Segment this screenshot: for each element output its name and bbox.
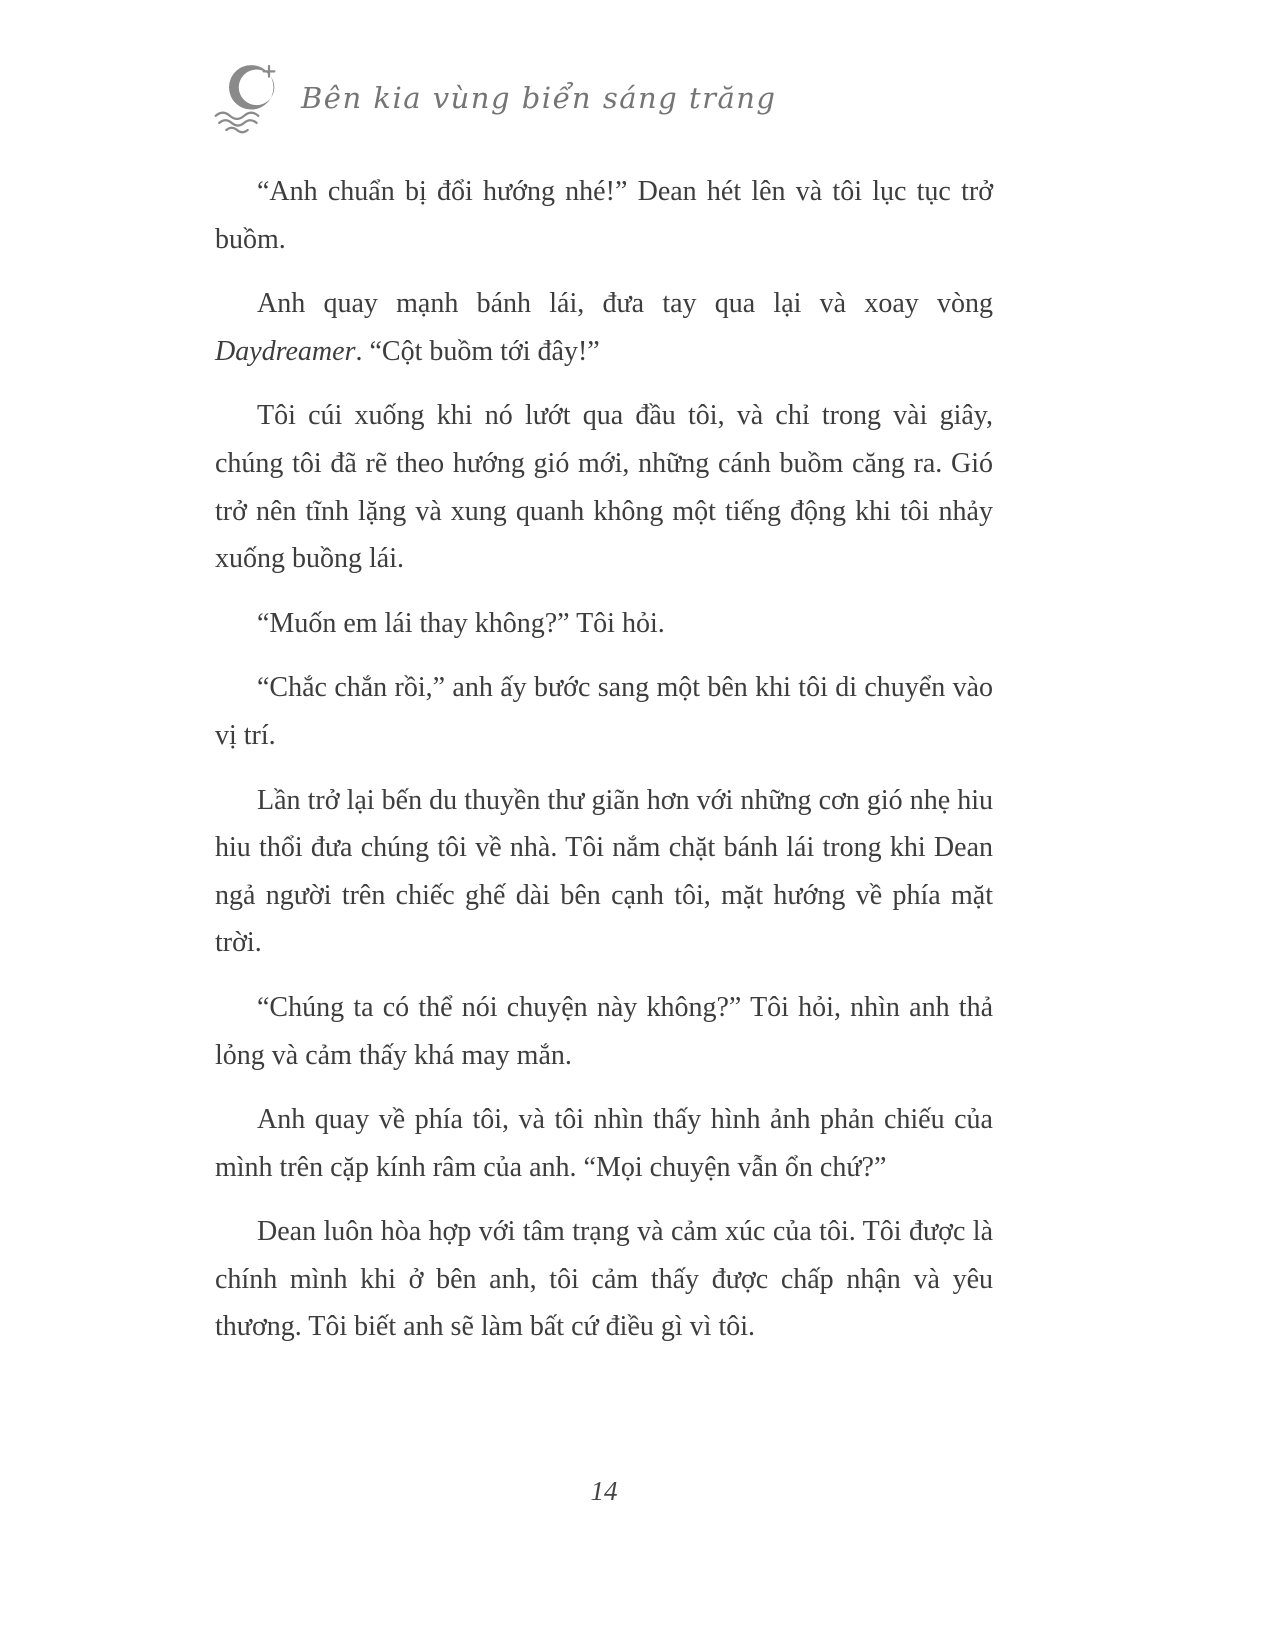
paragraph: “Chúng ta có thể nói chuyện này không?” Tôi hỏi, nhìn anh thả lỏng và cảm thấy khá may mắn. xyxy=(215,991,993,1071)
paragraph: Tôi cúi xuống khi nó lướt qua đầu tôi, và chỉ trong vài giây, chúng tôi đã rẽ theo hướng gió mới, những cánh buồm căng ra. Gió trở nên tĩnh lặng và xung quanh không một tiếng động khi tôi nhảy xuống buồng lái. xyxy=(215,400,993,575)
paragraph xyxy=(215,280,993,375)
paragraph: “Muốn em lái thay không?” Tôi hỏi. xyxy=(257,607,665,639)
paragraph: Dean luôn hòa hợp với tâm trạng và cảm xúc của tôi. Tôi được là chính mình khi ở bên anh, tôi cảm thấy được chấp nhận và yêu thương. Tôi biết anh sẽ làm bất cứ điều gì vì tôi. xyxy=(215,1216,993,1343)
paragraph: “Anh chuẩn bị đổi hướng nhé!” Dean hét lên và tôi lục tục trở buồm. xyxy=(215,176,993,255)
page-body-text xyxy=(215,168,993,1368)
paragraph-text: . “Cột buồm tới đây!” xyxy=(355,335,600,367)
page-footer xyxy=(215,1476,993,1507)
paragraph-text: Anh quay mạnh bánh lái, đưa tay qua lại và xoay vòng xyxy=(257,288,993,320)
page-number: 14 xyxy=(590,1476,618,1506)
paragraph: Anh quay về phía tôi, và tôi nhìn thấy hình ảnh phản chiếu của mình trên cặp kính râm của anh. “Mọi chuyện vẫn ổn chứ?” xyxy=(215,1104,993,1183)
page-header xyxy=(205,62,777,134)
paragraph: Lần trở lại bến du thuyền thư giãn hơn với những cơn gió nhẹ hiu hiu thổi đưa chúng tôi về nhà. Tôi nắm chặt bánh lái trong khi Dean ngả người trên chiếc ghế dài bên cạnh tôi, mặt hướng về phía mặt trời. xyxy=(215,784,993,959)
paragraph: “Chắc chắn rồi,” anh ấy bước sang một bên khi tôi di chuyển vào vị trí. xyxy=(215,672,993,751)
moon-waves-logo-icon xyxy=(205,62,285,134)
boat-name-italic: Daydreamer xyxy=(215,335,356,367)
running-head-book-title: Bên kia vùng biển sáng trăng xyxy=(301,81,777,115)
